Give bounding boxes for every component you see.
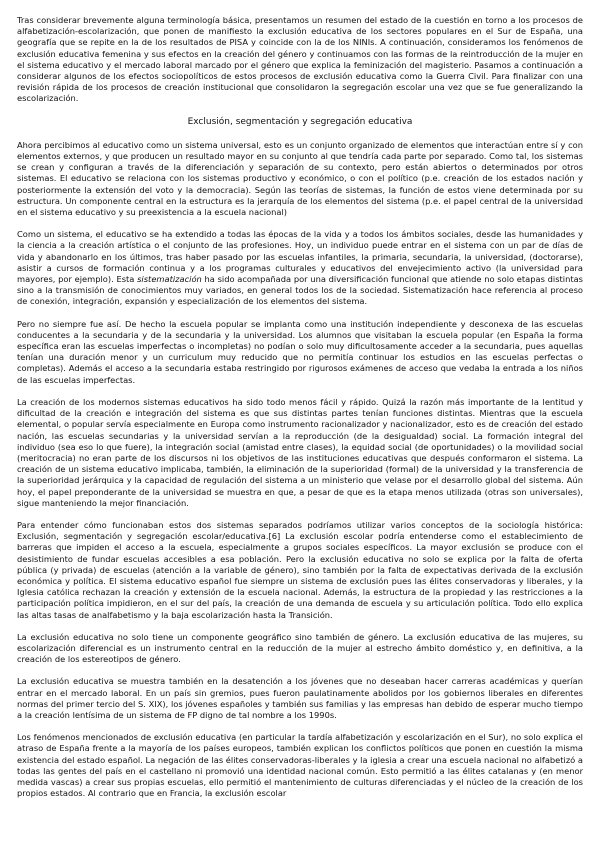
paragraph-exclusion-concepts: Para entender cómo funcionaban estos dos sistemas separados podríamos utilizar varios conceptos de la sociología histórica: Exclusión, segmentación y segregación escolar/educativa.[6] La exclusión escolar podría entenderse como el establecimiento de barreras que impiden el acceso a la escuela, especialmente a grupos sociales específicos. La mayor exclusión se produce con el desistimiento de fundar escuelas accesibles a esa población. Pero la exclusión educativa no solo se explica por la falta de oferta pública (y privada) de escuelas (atención a la variable de género), sino también por la falta de expectativas derivada de la exclusión económica y política. El sistema educativo español fue siempre un sistema de exclusión pues las élites conservadoras y liberales, y la Iglesia católica rechazan la creación y extensión de la escuela nacional. Además, la estructura de la propiedad y las restricciones a la participación política impidieron, en el sur del país, la creación de una demanda de escuela y su articulación política. Todo ello explica las altas tasas de analfabetismo y la baja escolarización hasta la Transición. [17,519,583,620]
emphasized-term: sistematización [137,274,202,285]
intro-paragraph: Tras considerar brevemente alguna terminología básica, presentamos un resumen del estado de la cuestión en torno a los procesos de alfabetización-escolarización, que ponen de manifiesto la exclusión educativa de los sectores populares en el Sur de España, una geografía que se repite en la de los resultados de PISA y coincide con la de los NINIs. A continuación, consideramos los fenómenos de exclusión educativa femenina y sus efectos en la creación del género y continuamos con las formas de la reintroducción de la mujer en el sistema educativo y el mercado laboral marcado por el género que explica la feminización del magisterio. Pasamos a continuación a considerar algunos de los efectos sociopolíticos de estos procesos de exclusión educativa como la Guerra Civil. Para finalizar con una revisión rápida de los procesos de creación institucional que consolidaron la segregación escolar una vez que se fue generalizando la escolarización. [17,15,583,104]
paragraph-system-definition: Ahora percibimos al educativo como un sistema universal, esto es un conjunto organizado de elementos que interactúan entre sí y con elementos externos, y que producen un resultado mayor en su conjunto al que tendría cada parte por separado. Como tal, los sistemas se crean y configuran a través de la diferenciación y separación de su contexto, pero están abiertos o determinados por otros sistemas. El educativo se relaciona con los sistemas productivo y económico, o con el político (p.e. creación de los estados nación y posteriormente la extensión del voto y la democracia). Según las teorías de sistemas, la función de estos viene determinada por su estructura. Un componente central en la estructura es la jerarquía de los elementos del sistema (p.e. el papel central de la universidad en el sistema educativo y su preexistencia a la escuela nacional) [17,139,583,218]
paragraph-political-effects: Los fenómenos mencionados de exclusión educativa (en particular la tardía alfabetización y escolarización en el Sur), no solo explica el atraso de España frente a la mayoría de los países europeos, también explican los conflictos políticos que ponen en cuestión la misma existencia del estado español. La negación de las élites conservadoras-liberales y la iglesia a crear una escuela nacional no alfabetizó a todas las gentes del país en el castellano ni promovió una identidad nacional común. Esto permitió a las élites catalanas y (en menor medida vascas) a crear sus propias escuelas, ello permitió el mantenimiento de culturas diferenciadas y el núcleo de la creación de los propios estados. Al contrario que en Francia, la exclusión escolar [17,732,583,799]
paragraph-system-extension [17,229,583,307]
section-title: Exclusión, segmentación y segregación educativa [187,116,413,127]
paragraph-text-part: Como un sistema, el educativo se ha extendido a todas las épocas de la vida y a todos los ámbitos sociales, desde las humanidades y la ciencia a la creación artística o el conjunto de las profesiones. Hoy, un individuo puede entrar en el sistema con un par de días de vida y abandonarlo en los últimos, tras haber pasado por las escuelas infantiles, la primaria, secundaria, la universidad, (doctorarse), asistir a cursos de formación continua y a los programas culturales y educativos del envejecimiento activo (la universidad para mayores, por ejemplo). Esta [17,229,583,285]
paragraph-text-part: ha sido acompañada por una diversificación funcional que atiende no solo etapas distintas sino a la transmisión de conocimientos muy variados, en general todos los de la sociedad. Sistematización hace referencia al proceso de conexión, integración, expansión y especialización de los elementos del sistema. [17,274,583,307]
paragraph-gender-exclusion: La exclusión educativa no solo tiene un componente geográfico sino también de género. La exclusión educativa de las mujeres, su escolarización diferencial es un instrumento central en la reducción de la mujer al estrecho ámbito doméstico y, en definitiva, a la creación de los estereotipos de género. [17,631,583,665]
paragraph-popular-school: Pero no siempre fue así. De hecho la escuela popular se implanta como una institución independiente y desconexa de las escuelas conducentes a la secundaria y de la secundaria y la universidad. Los alumnos que visitaban la escuela popular (en España la forma específica eran las escuelas imperfectas o incompletas) no podían o solo muy dificultosamente acceder a la secundaria, pues aquellas tenían una duración menor y un curriculum muy reducido que no permitía continuar los estudios en las escuelas perfectas o completas). Además el acceso a la secundaria estaba restringido por rigurosos exámenes de acceso que vedaba la entrada a los niños de las escuelas imperfectas. [17,318,583,385]
paragraph-youth-exclusion: La exclusión educativa se muestra también en la desatención a los jóvenes que no deseaban hacer carreras académicas y querían entrar en el mercado laboral. En un país sin gremios, pues fueron paulatinamente abolidos por los gobiernos liberales en diferentes normas del primer tercio del S. XIX), los jóvenes españoles y también sus familias y las empresas han debido de esperar mucho tiempo a la creación lentísima de un sistema de FP digno de tal nombre a los 1990s. [17,676,583,720]
paragraph-modern-systems: La creación de los modernos sistemas educativos ha sido todo menos fácil y rápido. Quizá la razón más importante de la lentitud y dificultad de la creación e integración del sistema es que sus distintas partes tenían funciones distintas. Mientras que la escuela elemental, o popular servía especialmente en Europa como instrumento racionalizador y nacionalizador, esto es de creación del estado nación, las escuelas secundarias y la universidad servían a la reproducción (de la desigualdad) social. La formación integral del individuo (sea eso lo que fuere), la integración social (amistad entre clases), la equidad social (de oportunidades) o la movilidad social (meritocracia) no eran parte de los discursos ni los objetivos de las instituciones educativas que después conformaron el sistema. La creación de un sistema educativo implicaba, también, la eliminación de la superioridad (formal) de la universidad y la transferencia de la superioridad jerárquica y la capacidad de regulación del sistema a un ministerio que velase por el desarrollo global del sistema. Aún hoy, el papel preponderante de la universidad se muestra en que, a pesar de que es la etapa menos utilizada (otras son universales), sigue manteniendo la mejor financiación. [17,396,583,508]
